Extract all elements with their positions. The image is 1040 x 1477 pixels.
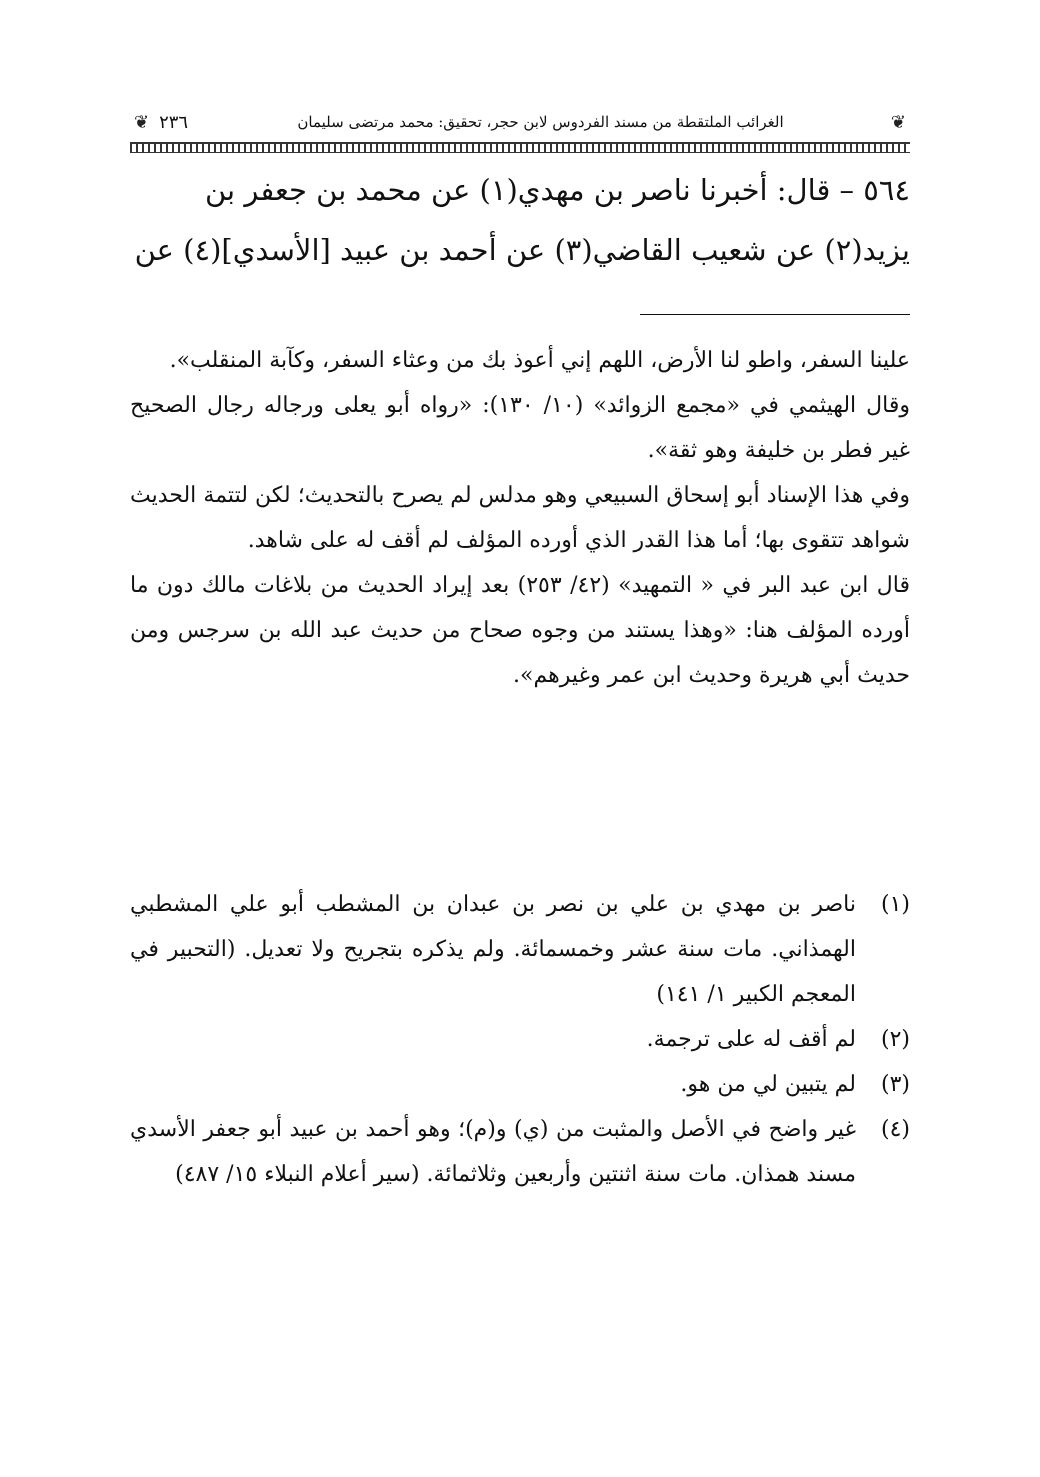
notes-section bbox=[130, 338, 910, 698]
footnotes-list bbox=[130, 882, 910, 1197]
main-text-line: ٥٦٤ – قال: أخبرنا ناصر بن مهدي(١) عن محمد بن جعفر بن bbox=[204, 173, 910, 207]
footnote bbox=[130, 1017, 910, 1062]
footnote bbox=[130, 882, 910, 1017]
main-text-line: يزيد(٢) عن شعيب القاضي(٣) عن أحمد بن عبيد [الأسدي](٤) عن bbox=[134, 233, 910, 267]
footnote-text: لم يتبين لي من هو. bbox=[680, 1072, 856, 1097]
note-paragraph: علينا السفر، واطو لنا الأرض، اللهم إني أعوذ بك من وعثاء السفر، وكآبة المنقلب». bbox=[169, 348, 910, 373]
footnote-text: غير واضح في الأصل والمثبت من (ي) و(م)؛ وهو أحمد بن عبيد أبو جعفر الأسدي مسند همذان. مات سنة اثنتين وأربعين وثلاثمائة. (سير أعلام النبلاء ١٥/ ٤٨٧) bbox=[130, 1117, 856, 1187]
page-number: ٢٣٦ bbox=[159, 111, 189, 133]
footnote-text: لم أقف له على ترجمة. bbox=[646, 1027, 856, 1052]
footnote bbox=[130, 1062, 910, 1107]
main-text bbox=[130, 160, 910, 280]
footnote-number: (١) bbox=[880, 892, 910, 917]
floral-ornament-icon: ❦ bbox=[890, 111, 906, 133]
footnote-separator bbox=[640, 314, 910, 315]
note-paragraph: وقال الهيثمي في «مجمع الزوائد» (١٠/ ١٣٠): «رواه أبو يعلى ورجاله رجال الصحيح غير فطر بن خليفة وهو ثقة». bbox=[130, 393, 911, 463]
footnote bbox=[130, 1107, 910, 1197]
floral-ornament-icon: ❦ bbox=[134, 111, 150, 133]
note-paragraph: وفي هذا الإسناد أبو إسحاق السبيعي وهو مدلس لم يصرح بالتحديث؛ لكن لتتمة الحديث شواهد تتقوى بها؛ أما هذا القدر الذي أورده المؤلف لم أقف له على شاهد. bbox=[130, 483, 911, 553]
page-header bbox=[130, 104, 910, 140]
book-title: الغرائب الملتقطة من مسند الفردوس لابن حجر، تحقيق: محمد مرتضى سليمان bbox=[297, 113, 784, 131]
footnote-text: ناصر بن مهدي بن علي بن نصر بن عبدان بن المشطب أبو علي المشطبي الهمذاني. مات سنة عشر وخمسمائة. ولم يذكره بتجريح ولا تعديل. (التحبير في المعجم الكبير ١/ ١٤١) bbox=[130, 892, 856, 1007]
header-rule bbox=[130, 142, 910, 153]
footnote-number: (٢) bbox=[880, 1027, 910, 1052]
footnote-number: (٣) bbox=[880, 1072, 910, 1097]
footnote-number: (٤) bbox=[880, 1117, 910, 1142]
note-paragraph: قال ابن عبد البر في « التمهيد» (٤٢/ ٢٥٣) بعد إيراد الحديث من بلاغات مالك دون ما أورده المؤلف هنا: «وهذا يستند من وجوه صحاح من حديث عبد الله بن سرجس ومن حديث أبي هريرة وحديث ابن عمر وغيرهم». bbox=[130, 573, 910, 688]
